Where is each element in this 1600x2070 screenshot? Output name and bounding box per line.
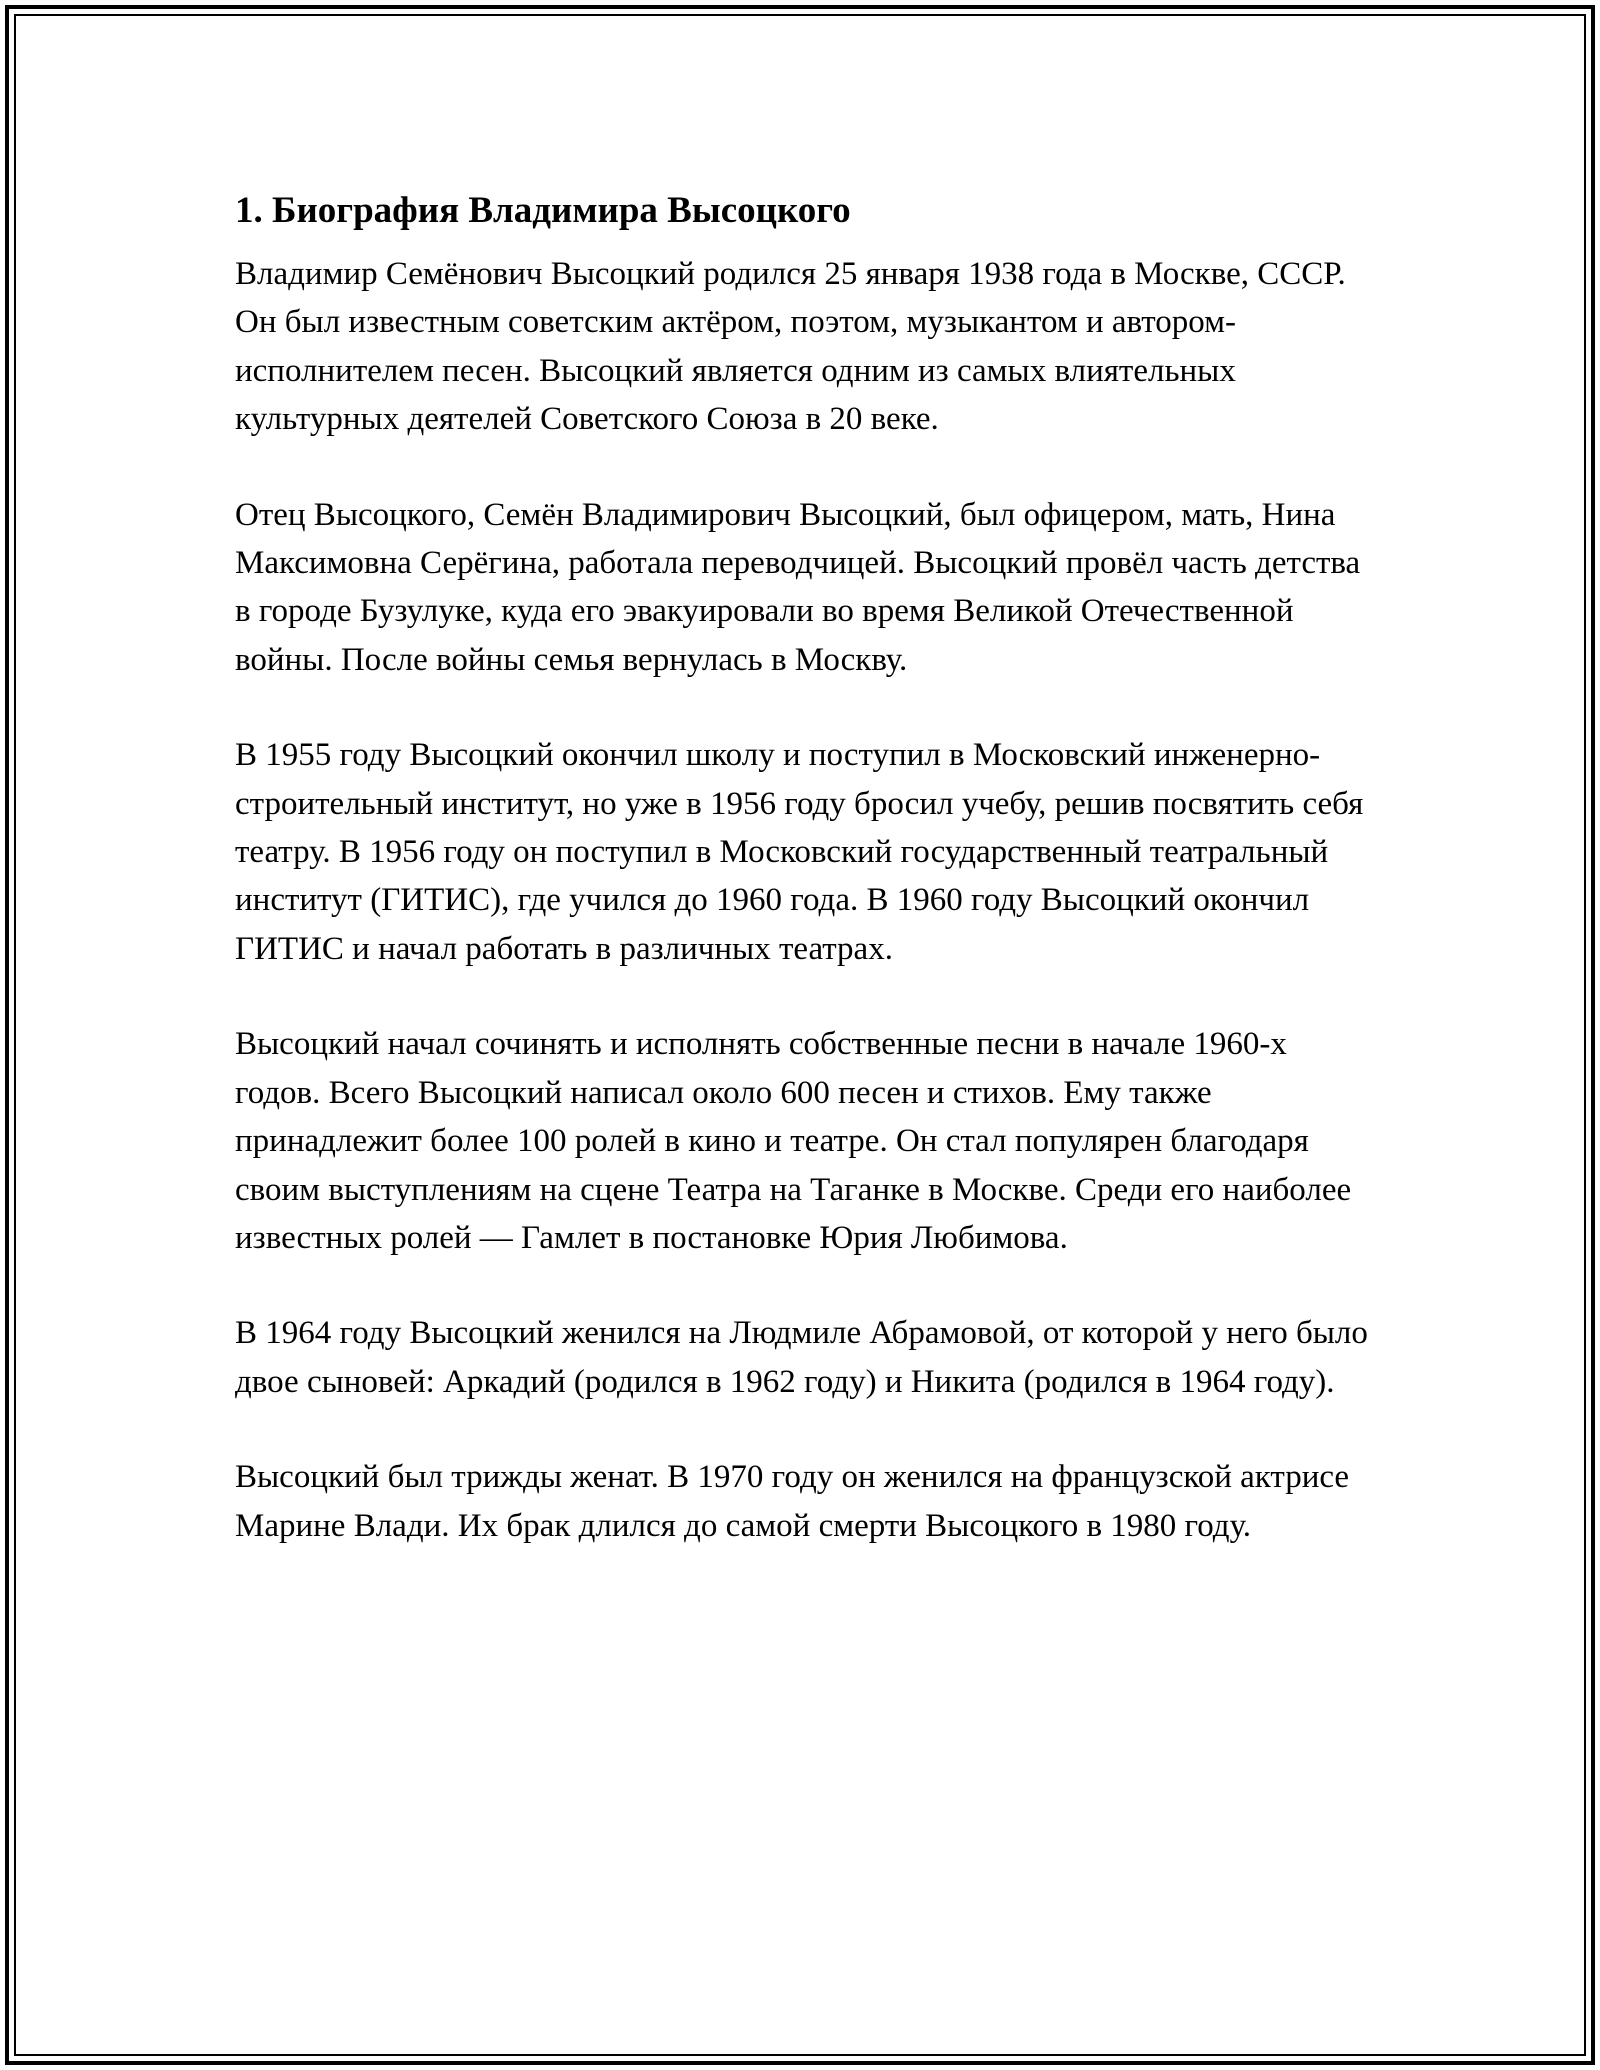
paragraph-birth: Владимир Семёнович Высоцкий родился 25 января 1938 года в Москве, СССР. Он был известным советским актёром, поэтом, музыкантом и автором-исполнителем песен. Высоцкий является одним из самых влиятельных культурных деятелей Советского Союза в 20 веке. (235, 256, 1346, 438)
paragraph-education: В 1955 году Высоцкий окончил школу и поступил в Московский инженерно-строительный институт, но уже в 1956 году бросил учебу, решив посвятить себя театру. В 1956 году он поступил в Московский государственный театральный институт (ГИТИС), где учился до 1960 года. В 1960 году Высоцкий окончил ГИТИС и начал работать в различных театрах. (235, 737, 1364, 967)
paragraph-first-marriage: В 1964 году Высоцкий женился на Людмиле Абрамовой, от которой у него было двое сыновей: Аркадий (родился в 1962 году) и Никита (родился в 1964 году). (235, 1315, 1368, 1400)
paragraph-career: Высоцкий начал сочинять и исполнять собственные песни в начале 1960-х годов. Всего Высоцкий написал около 600 песен и стихов. Ему также принадлежит более 100 ролей в кино и театре. Он стал популярен благодаря своим выступлениям на сцене Театра на Таганке в Москве. Среди его наиболее известных ролей — Гамлет в постановке Юрия Любимова. (235, 1026, 1352, 1256)
document-body (235, 186, 1375, 1597)
paragraph-family: Отец Высоцкого, Семён Владимирович Высоцкий, был офицером, мать, Нина Максимовна Серёгина, работала переводчицей. Высоцкий провёл часть детства в городе Бузулуке, куда его эвакуировали во время Великой Отечественной войны. После войны семья вернулась в Москву. (235, 496, 1361, 678)
paragraph-later-marriage: Высоцкий был трижды женат. В 1970 году он женился на французской актрисе Марине Влади. Их брак длился до самой смерти Высоцкого в 1980 году. (235, 1459, 1350, 1544)
section-title: 1. Биография Владимира Высоцкого (235, 190, 851, 231)
